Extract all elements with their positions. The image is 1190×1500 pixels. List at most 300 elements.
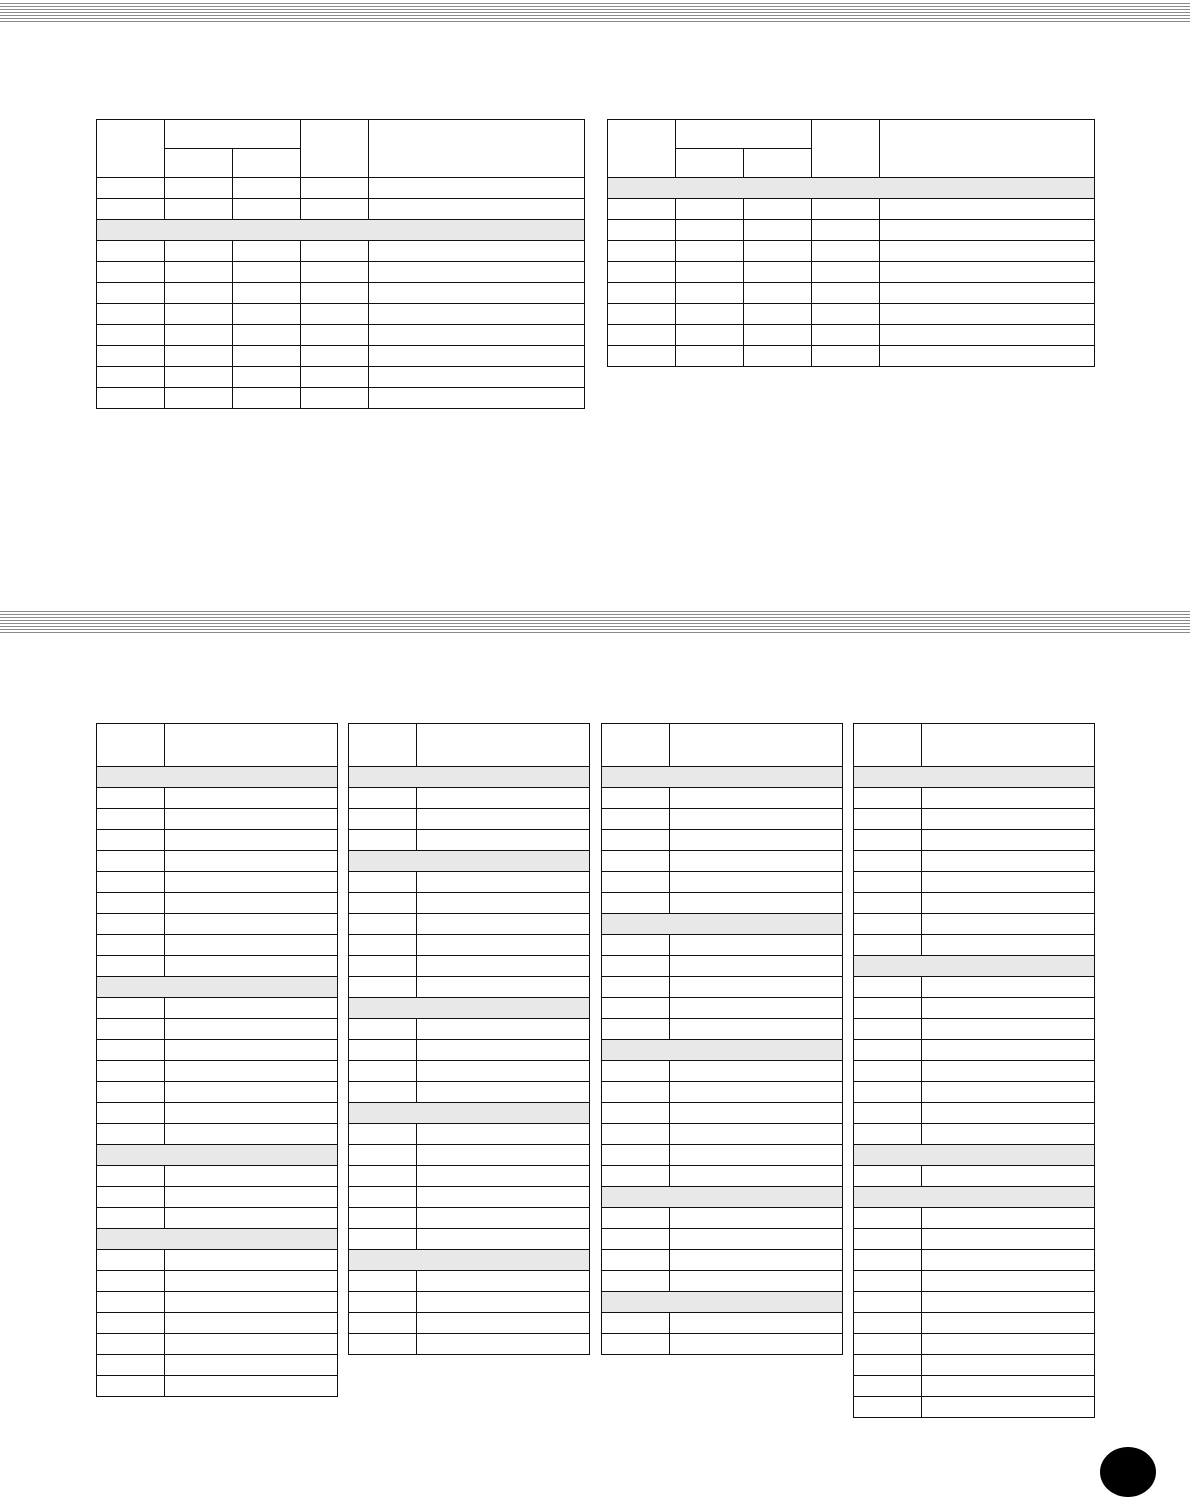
table-row (97, 1355, 338, 1376)
table-cell (854, 1250, 922, 1271)
table-cell (369, 325, 585, 346)
category-row (97, 767, 338, 788)
table-cell (165, 283, 233, 304)
table-cell (854, 1166, 922, 1187)
table-cell (233, 199, 301, 220)
table-cell (349, 1040, 417, 1061)
table-cell (165, 1376, 338, 1397)
category-cell (602, 1040, 843, 1061)
table-cell (417, 1313, 590, 1334)
table-cell (97, 935, 165, 956)
table-cell (301, 388, 369, 409)
category-cell (349, 767, 590, 788)
table-cell (349, 956, 417, 977)
table-cell (417, 1229, 590, 1250)
table-row (97, 1103, 338, 1124)
table-cell (369, 388, 585, 409)
header-cell (301, 120, 369, 178)
table-row (97, 1271, 338, 1292)
table-cell (349, 1145, 417, 1166)
header-cell (676, 120, 812, 149)
table-cell (744, 283, 812, 304)
table-cell (165, 1103, 338, 1124)
table-cell (880, 220, 1095, 241)
table-cell (233, 241, 301, 262)
table-cell (97, 1019, 165, 1040)
table-cell (602, 872, 670, 893)
table-row (97, 1313, 338, 1334)
category-cell (97, 1229, 338, 1250)
category-cell (854, 956, 1095, 977)
subheader-cell (233, 149, 301, 178)
header-cell (165, 120, 301, 149)
table-cell (369, 346, 585, 367)
table-cell (97, 325, 165, 346)
table-cell (349, 788, 417, 809)
table-cell (97, 998, 165, 1019)
table-row (602, 935, 843, 956)
table-cell (602, 1061, 670, 1082)
table-row (854, 977, 1095, 998)
table-cell (165, 1187, 338, 1208)
table-row (349, 914, 590, 935)
table-cell (349, 935, 417, 956)
table-cell (676, 304, 744, 325)
table-cell (165, 325, 233, 346)
table-row (97, 1292, 338, 1313)
table-cell (922, 1376, 1095, 1397)
table-row (602, 998, 843, 1019)
list-table-1 (96, 723, 338, 1397)
table-row (608, 304, 1095, 325)
table-row (608, 241, 1095, 262)
table-cell (854, 1208, 922, 1229)
table-row (97, 367, 585, 388)
table-cell (602, 1250, 670, 1271)
table-cell (602, 998, 670, 1019)
table-cell (676, 199, 744, 220)
table-cell (97, 262, 165, 283)
table-cell (812, 304, 880, 325)
table-cell (922, 851, 1095, 872)
table-cell (922, 1019, 1095, 1040)
category-cell (349, 1250, 590, 1271)
table-cell (97, 1271, 165, 1292)
table-cell (670, 1103, 843, 1124)
table-cell (97, 1124, 165, 1145)
table-row (349, 956, 590, 977)
table-cell (608, 325, 676, 346)
table-cell (349, 977, 417, 998)
table-cell (608, 199, 676, 220)
table-row (602, 851, 843, 872)
table-row (97, 283, 585, 304)
table-cell (922, 935, 1095, 956)
category-row (854, 1187, 1095, 1208)
table-cell (854, 893, 922, 914)
table-row (854, 1061, 1095, 1082)
table-cell (602, 1334, 670, 1355)
table-row (854, 1229, 1095, 1250)
category-row (602, 1187, 843, 1208)
table-row (349, 1082, 590, 1103)
header-row (97, 724, 338, 767)
table-cell (608, 346, 676, 367)
table-cell (854, 830, 922, 851)
table-cell (602, 1103, 670, 1124)
category-cell (349, 851, 590, 872)
header-row (602, 724, 843, 767)
table-cell (880, 241, 1095, 262)
table-cell (417, 1145, 590, 1166)
table-cell (922, 1082, 1095, 1103)
table-cell (165, 1082, 338, 1103)
category-row (602, 767, 843, 788)
table-cell (854, 1061, 922, 1082)
table-cell (812, 262, 880, 283)
table-cell (602, 788, 670, 809)
table-row (349, 1187, 590, 1208)
table-cell (165, 367, 233, 388)
table-cell (97, 1250, 165, 1271)
table-row (97, 851, 338, 872)
table-cell (812, 325, 880, 346)
table-row (97, 199, 585, 220)
table-cell (854, 851, 922, 872)
table-cell (97, 1040, 165, 1061)
table-row (854, 1082, 1095, 1103)
table-row (854, 809, 1095, 830)
table-row (602, 872, 843, 893)
table-cell (369, 367, 585, 388)
table-row (602, 977, 843, 998)
table-row (854, 1313, 1095, 1334)
table-cell (349, 872, 417, 893)
table-cell (922, 830, 1095, 851)
table-cell (417, 788, 590, 809)
table-cell (854, 1313, 922, 1334)
table-cell (670, 1166, 843, 1187)
table-row (97, 388, 585, 409)
table-cell (854, 914, 922, 935)
table-cell (165, 788, 338, 809)
table-row (854, 1166, 1095, 1187)
table-cell (97, 1313, 165, 1334)
table-cell (349, 1229, 417, 1250)
table-cell (922, 1103, 1095, 1124)
table-cell (670, 1145, 843, 1166)
category-cell (608, 178, 1095, 199)
table-row (349, 830, 590, 851)
table-cell (744, 199, 812, 220)
table-row (349, 1019, 590, 1040)
table-cell (165, 872, 338, 893)
table-cell (602, 1271, 670, 1292)
table-cell (922, 1208, 1095, 1229)
table-row (854, 830, 1095, 851)
table-row (602, 1250, 843, 1271)
table-cell (602, 1313, 670, 1334)
table-cell (233, 178, 301, 199)
table-cell (922, 1250, 1095, 1271)
table-cell (97, 1187, 165, 1208)
table-cell (602, 809, 670, 830)
table-cell (301, 262, 369, 283)
table-row (97, 1187, 338, 1208)
table-cell (97, 872, 165, 893)
table-cell (922, 1061, 1095, 1082)
table-cell (417, 1124, 590, 1145)
table-cell (165, 241, 233, 262)
table-cell (97, 1334, 165, 1355)
table-cell (349, 1187, 417, 1208)
table-cell (349, 1313, 417, 1334)
table-row (608, 283, 1095, 304)
table-cell (854, 998, 922, 1019)
table-cell (922, 1313, 1095, 1334)
table-row (97, 788, 338, 809)
table-cell (165, 935, 338, 956)
category-row (349, 998, 590, 1019)
header-row (97, 120, 585, 149)
page-number-badge (1100, 1447, 1156, 1497)
table-cell (349, 1061, 417, 1082)
table-cell (670, 1229, 843, 1250)
table-cell (922, 1040, 1095, 1061)
table-cell (97, 178, 165, 199)
table-cell (165, 830, 338, 851)
table-cell (670, 872, 843, 893)
table-row (608, 199, 1095, 220)
table-cell (880, 304, 1095, 325)
category-cell (97, 220, 585, 241)
table-cell (97, 346, 165, 367)
table-cell (369, 304, 585, 325)
table-cell (812, 346, 880, 367)
table-row (602, 893, 843, 914)
header-cell (165, 724, 338, 767)
table-cell (349, 1019, 417, 1040)
table-row (854, 914, 1095, 935)
table-row (97, 914, 338, 935)
table-row (349, 935, 590, 956)
table-cell (97, 367, 165, 388)
table-row (349, 1166, 590, 1187)
table-cell (812, 199, 880, 220)
category-cell (602, 767, 843, 788)
table-row (349, 1124, 590, 1145)
table-row (602, 1166, 843, 1187)
category-row (608, 178, 1095, 199)
table-cell (301, 199, 369, 220)
table-row (602, 1271, 843, 1292)
table-cell (349, 1334, 417, 1355)
category-cell (854, 767, 1095, 788)
category-cell (97, 1145, 338, 1166)
table-cell (349, 914, 417, 935)
table-row (97, 346, 585, 367)
table-cell (97, 283, 165, 304)
table-cell (97, 1061, 165, 1082)
table-cell (854, 1082, 922, 1103)
header-cell (369, 120, 585, 178)
table-cell (165, 1271, 338, 1292)
header-row (349, 724, 590, 767)
table-cell (165, 1292, 338, 1313)
table-cell (97, 199, 165, 220)
table-cell (349, 1124, 417, 1145)
table-cell (97, 1376, 165, 1397)
header-cell (812, 120, 880, 178)
table-cell (165, 199, 233, 220)
header-cell (602, 724, 670, 767)
header-cell (854, 724, 922, 767)
subheader-cell (165, 149, 233, 178)
table-row (602, 1082, 843, 1103)
table-row (97, 809, 338, 830)
table-cell (602, 893, 670, 914)
table-cell (922, 977, 1095, 998)
table-cell (854, 935, 922, 956)
table-row (602, 1019, 843, 1040)
table-cell (676, 220, 744, 241)
table-cell (301, 241, 369, 262)
table-cell (670, 956, 843, 977)
table-cell (417, 935, 590, 956)
table-cell (922, 1334, 1095, 1355)
table-row (349, 1208, 590, 1229)
table-cell (417, 1019, 590, 1040)
category-row (349, 1103, 590, 1124)
table-cell (676, 262, 744, 283)
table-cell (854, 1124, 922, 1145)
table-cell (165, 1313, 338, 1334)
table-cell (233, 388, 301, 409)
table-row (97, 872, 338, 893)
table-cell (97, 914, 165, 935)
table-cell (854, 809, 922, 830)
table-cell (417, 1061, 590, 1082)
table-cell (349, 1082, 417, 1103)
table-row (854, 1355, 1095, 1376)
table-cell (922, 893, 1095, 914)
table-cell (165, 1061, 338, 1082)
table-cell (165, 1208, 338, 1229)
table-cell (676, 283, 744, 304)
table-cell (417, 1292, 590, 1313)
table-cell (744, 262, 812, 283)
table-cell (233, 367, 301, 388)
table-cell (417, 1208, 590, 1229)
table-cell (301, 178, 369, 199)
table-cell (97, 241, 165, 262)
table-cell (922, 914, 1095, 935)
table-row (97, 1250, 338, 1271)
table-cell (349, 830, 417, 851)
table-cell (670, 977, 843, 998)
table-cell (97, 893, 165, 914)
table-cell (670, 830, 843, 851)
table-row (602, 1334, 843, 1355)
table-row (602, 1229, 843, 1250)
table-row (854, 935, 1095, 956)
top-section-rule (0, 3, 1190, 24)
table-row (854, 1397, 1095, 1418)
table-row (854, 1250, 1095, 1271)
table-cell (676, 346, 744, 367)
table-cell (301, 346, 369, 367)
table-cell (97, 851, 165, 872)
table-cell (349, 1208, 417, 1229)
list-table-4 (853, 723, 1095, 1418)
table-cell (417, 872, 590, 893)
table-cell (417, 1040, 590, 1061)
category-row (349, 1250, 590, 1271)
table-cell (165, 851, 338, 872)
table-cell (301, 367, 369, 388)
category-row (602, 1040, 843, 1061)
table-cell (744, 241, 812, 262)
table-row (349, 977, 590, 998)
category-cell (97, 767, 338, 788)
table-cell (602, 1229, 670, 1250)
category-row (97, 977, 338, 998)
table-cell (854, 1103, 922, 1124)
header-cell (880, 120, 1095, 178)
header-row (608, 120, 1095, 149)
table-cell (854, 1355, 922, 1376)
table-row (97, 1082, 338, 1103)
table-cell (854, 1334, 922, 1355)
table-row (97, 1124, 338, 1145)
table-cell (97, 304, 165, 325)
table-row (602, 788, 843, 809)
header-cell (349, 724, 417, 767)
table-cell (233, 346, 301, 367)
table-cell (165, 893, 338, 914)
table-cell (922, 872, 1095, 893)
top-right-table (607, 119, 1095, 367)
header-cell (608, 120, 676, 178)
table-cell (854, 1229, 922, 1250)
table-cell (417, 914, 590, 935)
table-row (349, 788, 590, 809)
table-cell (349, 1292, 417, 1313)
table-row (602, 1145, 843, 1166)
table-cell (97, 1082, 165, 1103)
table-cell (165, 1040, 338, 1061)
category-cell (854, 1187, 1095, 1208)
table-row (854, 788, 1095, 809)
table-row (97, 1208, 338, 1229)
table-cell (922, 1292, 1095, 1313)
table-cell (854, 1271, 922, 1292)
table-row (97, 1376, 338, 1397)
table-row (854, 851, 1095, 872)
table-row (349, 893, 590, 914)
table-cell (97, 788, 165, 809)
table-row (854, 998, 1095, 1019)
table-cell (812, 220, 880, 241)
table-cell (670, 1334, 843, 1355)
table-row (349, 1271, 590, 1292)
table-row (854, 1040, 1095, 1061)
table-row (854, 872, 1095, 893)
table-cell (854, 1376, 922, 1397)
table-cell (165, 1250, 338, 1271)
table-cell (417, 977, 590, 998)
subheader-cell (676, 149, 744, 178)
